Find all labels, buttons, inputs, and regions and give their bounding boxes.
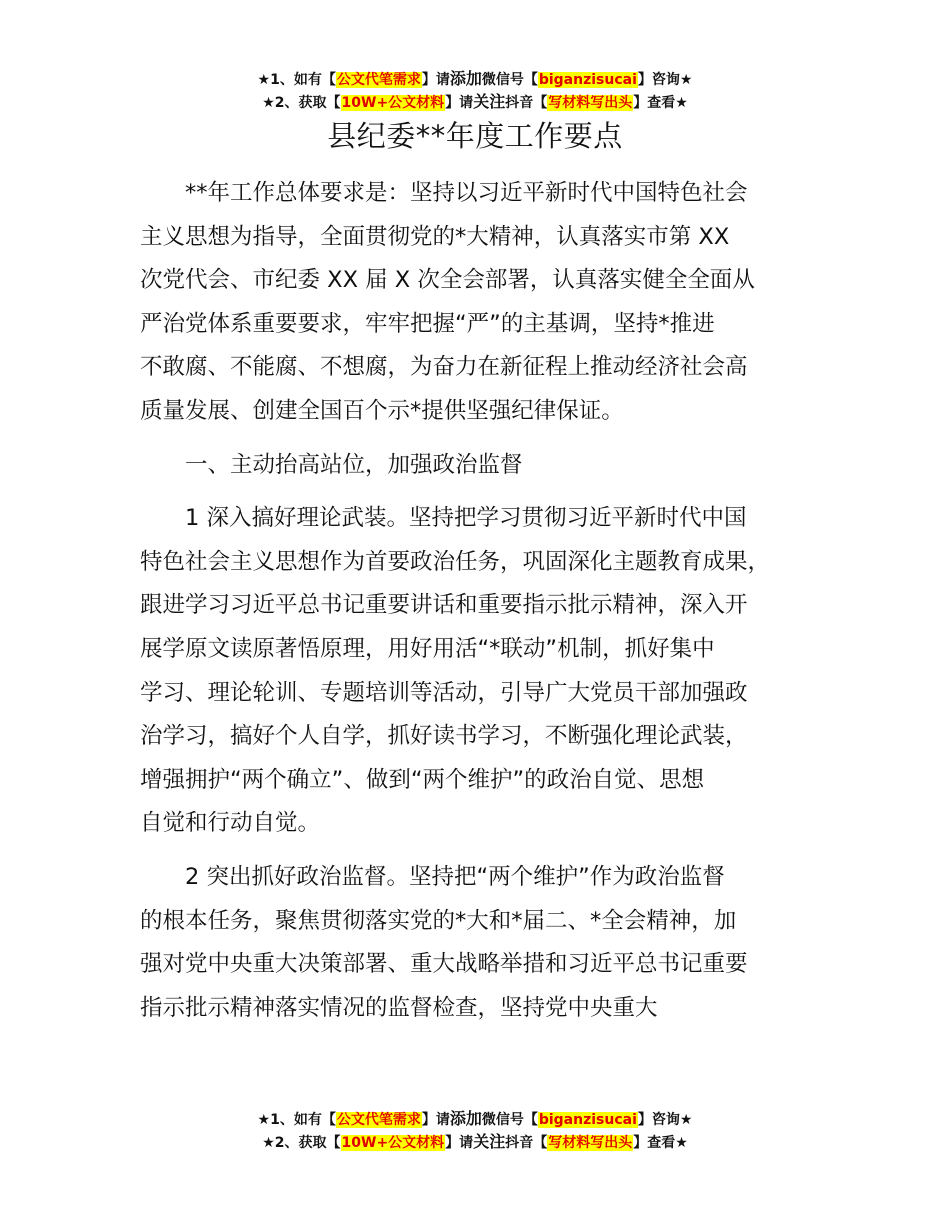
paragraph-item-2: 2 突出抓好政治监督。坚持把“两个维护”作为政治监督 的根本任务，聚焦贯彻落实党的*大和*届二、*全会精神，加 强对党中央重大决策部署、重大战略举措和习近平总书记重要 指示批示精神落实情况的监督检查，坚持党中央重大 <box>140 863 748 1021</box>
highlight-douyin-account: 写材料写出头 <box>548 95 633 111</box>
highlight-douyin-account: 写材料写出头 <box>548 1135 633 1151</box>
paragraph-item-1: 1 深入搞好理论武装。坚持把学习贯彻习近平新时代中国 特色社会主义思想作为首要政治任务，巩固深化主题教育成果， 跟进学习习近平总书记重要讲话和重要指示批示精神，深入开 展学原文读原著悟原理，用好用活“*联动”机制，抓好集中 学习、理论轮训、专题培训等活动，引导广大党员干部加强政 治学习，搞好个人自学，抓好读书学习，不断强化理论武装， 增强拥护“两个确立”、做到“两个维护”的政治自觉、思想 自觉和行动自觉。 <box>140 505 771 837</box>
footer-banner <box>0 1108 950 1154</box>
banner-line-1: ★1、如有【公文代笔需求】请添加微信号【biganzisucai】咨询★ <box>257 69 693 88</box>
highlight-wechat-id: biganzisucai <box>538 72 637 88</box>
highlight-wechat-id: biganzisucai <box>538 1112 637 1128</box>
banner-line-1: ★1、如有【公文代笔需求】请添加微信号【biganzisucai】咨询★ <box>257 1109 693 1128</box>
document-body <box>140 172 830 1030</box>
highlight-materials: 10W+公文材料 <box>341 95 445 111</box>
section-heading-1: 一、主动抬高站位，加强政治监督 <box>185 451 523 478</box>
banner-line-2: ★2、获取【10W+公文材料】请关注抖音【写材料写出头】查看★ <box>262 1132 688 1151</box>
highlight-materials: 10W+公文材料 <box>341 1135 445 1151</box>
highlight-service: 公文代笔需求 <box>336 72 421 88</box>
banner-line-2: ★2、获取【10W+公文材料】请关注抖音【写材料写出头】查看★ <box>262 92 688 111</box>
document-title: 县纪委**年度工作要点 <box>327 119 623 153</box>
header-banner <box>0 68 950 114</box>
paragraph-summary: **年工作总体要求是：坚持以习近平新时代中国特色社会 主义思想为指导，全面贯彻党的*大精神，认真落实市第 XX 次党代会、市纪委 XX 届 X 次全会部署，认真落实健全全面从 严治党体系重要要求，牢牢把握“严”的主基调，坚持*推进 不敢腐、不能腐、不想腐，为奋力在新征程上推动经济社会高 质量发展、创建全国百个示*提供坚强纪律保证。 <box>140 180 755 424</box>
highlight-service: 公文代笔需求 <box>336 1112 421 1128</box>
